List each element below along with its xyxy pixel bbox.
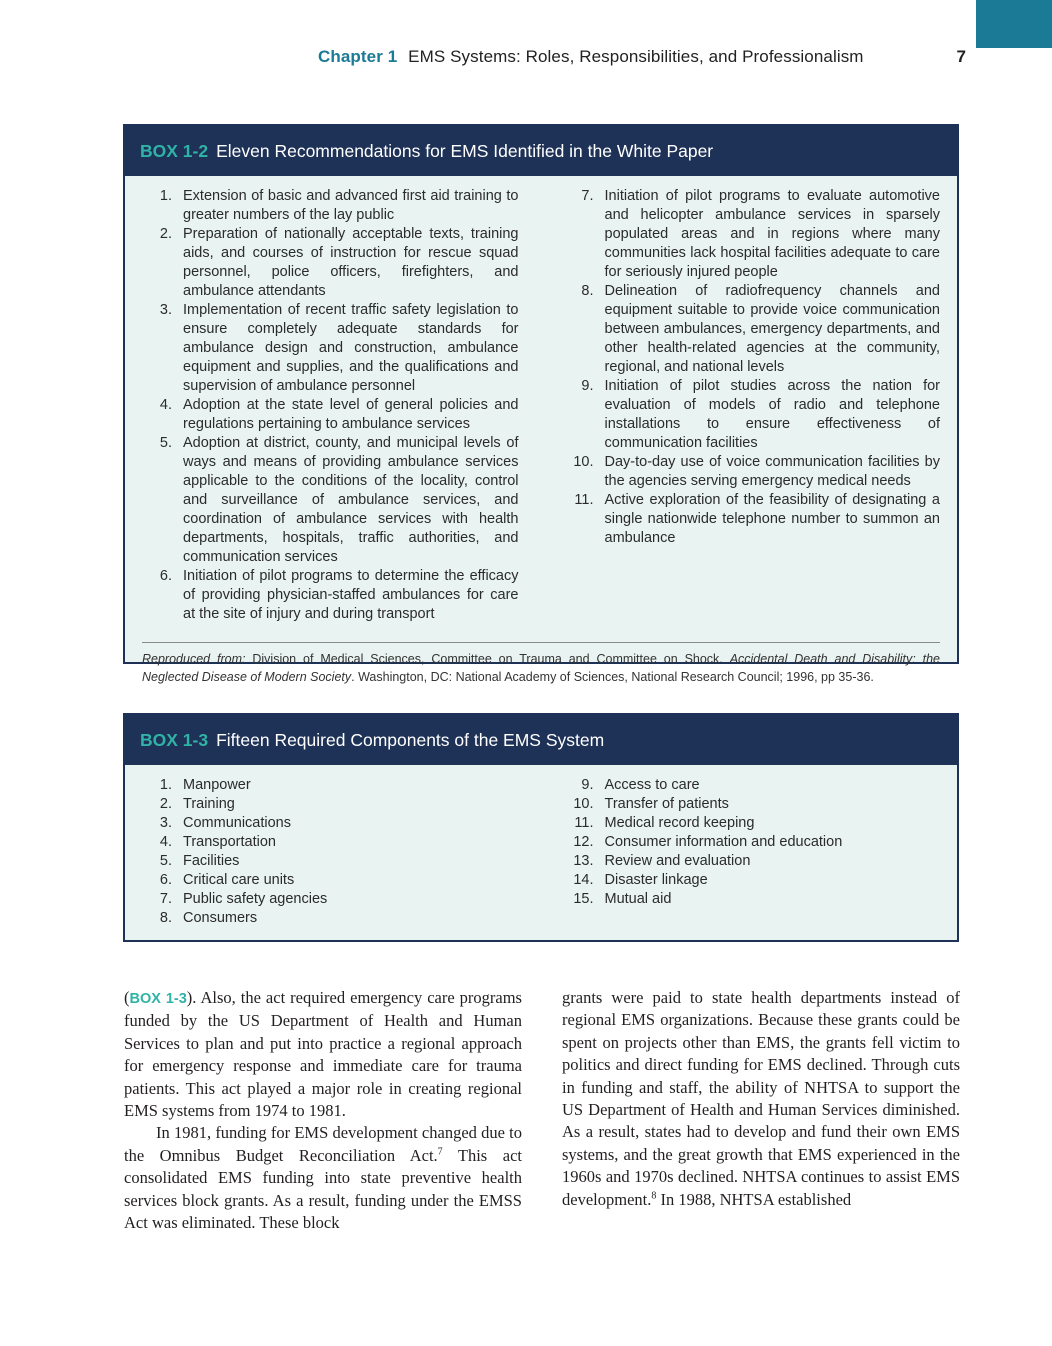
source-title: Accidental Death and Disability: the Neglected Disease of Modern Society bbox=[142, 652, 940, 684]
component-item bbox=[141, 814, 519, 833]
box-1-3-label: BOX 1-3 bbox=[140, 729, 209, 750]
component-item bbox=[563, 852, 941, 871]
item-number: 7. bbox=[159, 891, 172, 907]
item-number: 2. bbox=[159, 796, 172, 812]
component-item bbox=[563, 814, 941, 833]
recommendation-item bbox=[563, 453, 941, 491]
source-authors: Division of Medical Sciences, Committee on Trauma and Committee on Shock. bbox=[252, 652, 723, 666]
item-number: 9. bbox=[581, 378, 594, 394]
item-text: Delineation of radiofrequency channels and equipment suitable to provide voice communication between ambulances, emergency departments, and other health-related agencies at the community, regional, and national levels bbox=[604, 283, 940, 375]
paragraph-text: This act consolidated EMS funding into state preventive health services block grants. As a result, funding under the EMSS Act was eliminated. These block bbox=[124, 1145, 522, 1233]
box-1-3-title: Fifteen Required Components of the EMS System bbox=[216, 729, 605, 750]
box-1-3-cross-reference[interactable]: BOX 1-3 bbox=[129, 991, 187, 1007]
item-text: Access to care bbox=[604, 777, 700, 793]
footnote-ref-8[interactable]: 8 bbox=[651, 1190, 657, 1202]
box-1-2-source-note bbox=[125, 643, 957, 686]
item-number: 3. bbox=[159, 815, 172, 831]
box-1-3-header bbox=[125, 715, 957, 765]
component-item bbox=[141, 871, 519, 890]
chapter-label: Chapter 1 bbox=[318, 47, 398, 66]
box-1-2-title: Eleven Recommendations for EMS Identified in the White Paper bbox=[216, 140, 714, 161]
recommendation-item bbox=[141, 187, 519, 225]
item-number: 10. bbox=[573, 796, 594, 812]
item-text: Day-to-day use of voice communication facilities by the agencies serving emergency medical needs bbox=[604, 454, 940, 489]
item-number: 2. bbox=[159, 226, 172, 242]
item-text: Active exploration of the feasibility of designating a single nationwide telephone number to summon an ambulance bbox=[604, 492, 940, 546]
item-number: 9. bbox=[581, 777, 594, 793]
box-1-2-right-list bbox=[563, 187, 941, 548]
item-number: 3. bbox=[159, 302, 172, 318]
item-number: 8. bbox=[159, 910, 172, 926]
chapter-title: EMS Systems: Roles, Responsibilities, and Professionalism bbox=[408, 47, 864, 66]
box-1-2-columns bbox=[125, 176, 957, 624]
item-number: 6. bbox=[159, 568, 172, 584]
item-number: 1. bbox=[159, 188, 172, 204]
item-text: Medical record keeping bbox=[604, 815, 755, 831]
box-1-3-right-list bbox=[563, 776, 941, 909]
item-number: 1. bbox=[159, 777, 172, 793]
item-text: Disaster linkage bbox=[604, 872, 708, 888]
item-text: Mutual aid bbox=[604, 891, 672, 907]
recommendation-item bbox=[563, 377, 941, 453]
paragraph-text: In 1981, funding for EMS development changed due to the Omnibus Budget Reconciliation Act. bbox=[124, 1123, 522, 1165]
box-1-2-label: BOX 1-2 bbox=[140, 140, 209, 161]
page-number: 7 bbox=[956, 47, 966, 66]
body-paragraph bbox=[124, 987, 522, 1122]
component-item bbox=[563, 833, 941, 852]
item-text: Transportation bbox=[183, 834, 276, 850]
paragraph-text: In 1988, NHTSA established bbox=[656, 1189, 852, 1209]
item-number: 11. bbox=[574, 492, 594, 508]
item-text: Implementation of recent traffic safety legislation to ensure completely adequate standards for ambulance design and construction, ambulance equipment and supplies, and the qualifications and supervision of ambulance personnel bbox=[183, 302, 519, 394]
component-item bbox=[563, 890, 941, 909]
item-text: Manpower bbox=[183, 777, 251, 793]
item-number: 12. bbox=[573, 834, 594, 850]
item-text: Training bbox=[183, 796, 235, 812]
recommendation-item bbox=[563, 187, 941, 282]
box-1-3 bbox=[123, 713, 959, 942]
item-text: Initiation of pilot programs to determine the efficacy of providing physician-staffed ambulances for care at the site of injury and during transport bbox=[183, 568, 519, 622]
component-item bbox=[141, 776, 519, 795]
item-text: Extension of basic and advanced first aid training to greater numbers of the lay public bbox=[183, 188, 519, 223]
item-number: 5. bbox=[159, 435, 172, 451]
item-text: Adoption at district, county, and municipal levels of ways and means of providing ambulance services applicable to the conditions of the locality, control and surveillance of ambulance services, and coordination of ambulance services with health departments, hospitals, traffic authorities, and communication services bbox=[183, 435, 519, 565]
item-text: Preparation of nationally acceptable texts, training aids, and courses of instruction for rescue squad personnel, police officers, firefighters, and ambulance attendants bbox=[183, 226, 519, 299]
item-text: Initiation of pilot studies across the nation for evaluation of models of radio and telephone installations to ensure effectiveness of communication facilities bbox=[604, 378, 940, 451]
item-text: Consumers bbox=[183, 910, 258, 926]
chapter-tab-marker bbox=[976, 0, 1052, 48]
recommendation-item bbox=[563, 491, 941, 548]
component-item bbox=[141, 852, 519, 871]
body-column-left bbox=[124, 987, 522, 1234]
component-item bbox=[141, 909, 519, 928]
item-number: 7. bbox=[581, 188, 594, 204]
item-number: 10. bbox=[573, 454, 594, 470]
body-paragraph bbox=[562, 987, 960, 1211]
box-1-3-columns bbox=[125, 765, 957, 928]
box-1-2 bbox=[123, 124, 959, 684]
component-item bbox=[563, 795, 941, 814]
item-number: 15. bbox=[573, 891, 594, 907]
item-text: Consumer information and education bbox=[604, 834, 843, 850]
footnote-ref-7[interactable]: 7 bbox=[437, 1146, 443, 1158]
recommendation-item bbox=[141, 567, 519, 624]
item-number: 13. bbox=[573, 853, 594, 869]
running-head bbox=[318, 47, 888, 67]
item-text: Facilities bbox=[183, 853, 240, 869]
recommendation-item bbox=[141, 301, 519, 396]
item-number: 5. bbox=[159, 853, 172, 869]
item-text: Communications bbox=[183, 815, 291, 831]
item-text: Adoption at the state level of general policies and regulations pertaining to ambulance services bbox=[183, 397, 519, 432]
component-item bbox=[141, 833, 519, 852]
component-item bbox=[563, 871, 941, 890]
paragraph-text: ). Also, the act required emergency care programs funded by the US Department of Health and Human Services to plan and put into practice a regional approach for emergency response and immediate care for trauma patients. This act played a major role in creating regional EMS systems from 1974 to 1981. bbox=[124, 988, 522, 1121]
recommendation-item bbox=[141, 225, 519, 301]
body-column-right bbox=[562, 987, 960, 1211]
item-text: Initiation of pilot programs to evaluate automotive and helicopter ambulance services in sparsely populated areas and in regions where many communities lack hospital facilities adequate to care for seriously injured people bbox=[604, 188, 940, 280]
item-text: Transfer of patients bbox=[604, 796, 729, 812]
box-1-2-left-list bbox=[141, 187, 519, 624]
box-1-2-header bbox=[125, 126, 957, 176]
item-number: 14. bbox=[573, 872, 594, 888]
box-1-3-left-list bbox=[141, 776, 519, 928]
recommendation-item bbox=[141, 396, 519, 434]
item-number: 4. bbox=[159, 397, 172, 413]
item-text: Public safety agencies bbox=[183, 891, 328, 907]
component-item bbox=[141, 890, 519, 909]
paragraph-text: grants were paid to state health departments instead of regional EMS organizations. Because these grants could be spent on projects other than EMS, the grants fell victim to politics and direct funding for EMS declined. Through cuts in funding and staff, the ability of NHTSA to support the US Department of Health and Human Services diminished. As a result, states had to develop and fund their own EMS systems, and the great growth that EMS experienced in the 1960s and 1970s declined. NHTSA continues to assist EMS development. bbox=[562, 988, 960, 1209]
item-text: Review and evaluation bbox=[604, 853, 751, 869]
item-number: 8. bbox=[581, 283, 594, 299]
paren-open: ( bbox=[124, 988, 130, 1007]
item-text: Critical care units bbox=[183, 872, 295, 888]
source-prefix: Reproduced from: bbox=[142, 652, 246, 666]
component-item bbox=[141, 795, 519, 814]
item-number: 6. bbox=[159, 872, 172, 888]
component-item bbox=[563, 776, 941, 795]
recommendation-item bbox=[141, 434, 519, 567]
body-paragraph bbox=[124, 1122, 522, 1234]
item-number: 11. bbox=[574, 815, 594, 831]
source-publisher: . Washington, DC: National Academy of Sciences, National Research Council; 1996, pp 35-36. bbox=[351, 670, 874, 684]
recommendation-item bbox=[563, 282, 941, 377]
item-number: 4. bbox=[159, 834, 172, 850]
